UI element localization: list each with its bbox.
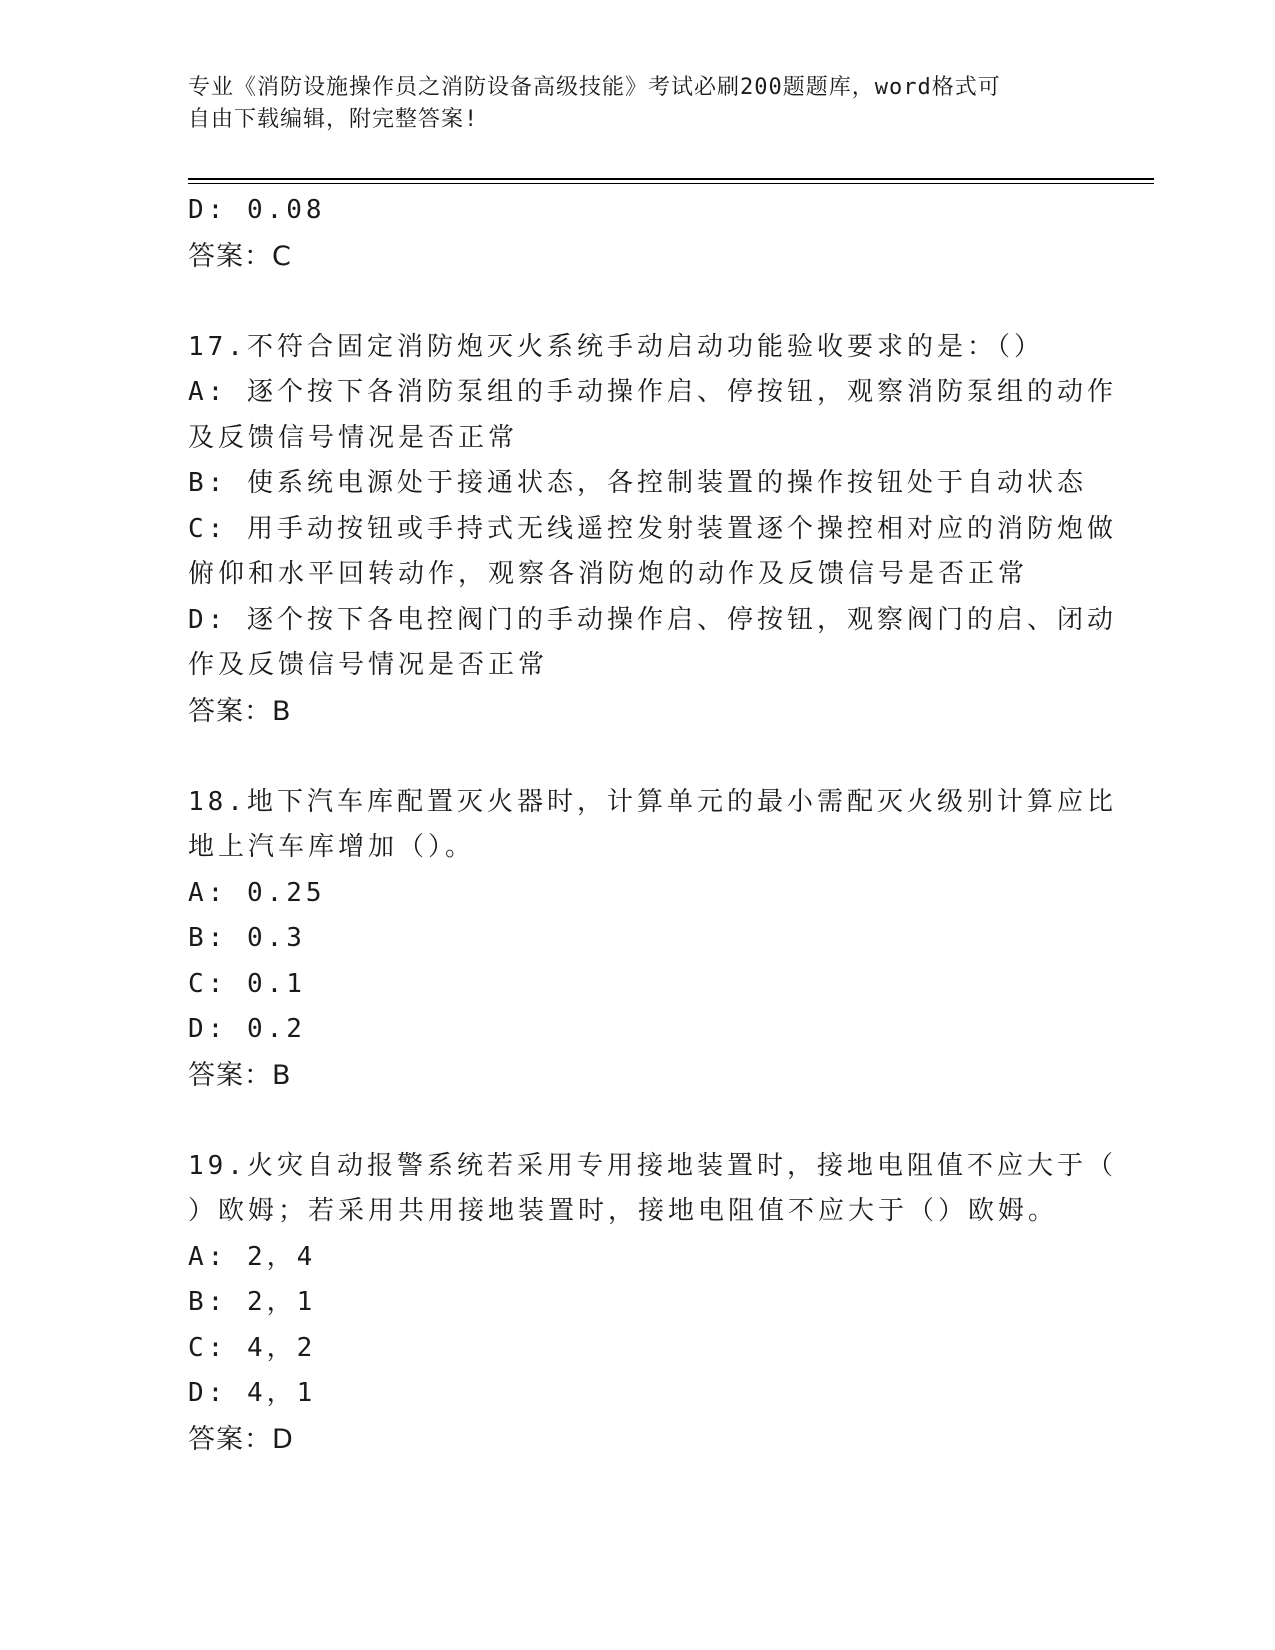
header-divider-thick [188, 178, 1154, 180]
option-c-continued: 俯仰和水平回转动作，观察各消防炮的动作及反馈信号是否正常 [188, 559, 1029, 589]
option-a-continued: 及反馈信号情况是否正常 [188, 422, 519, 453]
option-d: D: 逐个按下各电控阀门的手动操作启、停按钮，观察阀门的启、闭动 [188, 604, 1117, 635]
answer: 答案：B [188, 695, 292, 727]
option-b: B: 使系统电源处于接通状态，各控制装置的操作按钮处于自动状态 [188, 468, 1087, 498]
option-b: B: 2，1 [188, 1287, 317, 1317]
option-c: C: 0.1 [188, 968, 306, 999]
question-18 [188, 780, 1117, 1099]
question-17 [188, 325, 1117, 735]
option-d: D: 0.08 [188, 195, 326, 225]
header-title-line-1: 专业《消防设施操作员之消防设备高级技能》考试必刷200题题库，word格式可 [188, 75, 1001, 100]
previous-question-tail [188, 188, 1088, 279]
option-d: D: 0.2 [188, 1014, 306, 1044]
header-divider-thin [188, 183, 1154, 184]
option-d-continued: 作及反馈信号情况是否正常 [188, 650, 549, 680]
question-stem: 18.地下汽车库配置灭火器时，计算单元的最小需配灭火级别计算应比 [188, 786, 1117, 817]
spacer [188, 279, 1088, 325]
answer: 答案：B [188, 1059, 292, 1091]
answer: 答案：D [188, 1423, 294, 1455]
question-stem: 19.火灾自动报警系统若采用专用接地装置时，接地电阻值不应大于（ [188, 1150, 1117, 1181]
option-a: A: 2，4 [188, 1241, 317, 1272]
option-d: D: 4，1 [188, 1378, 317, 1408]
spacer [188, 1098, 1088, 1144]
question-list [188, 188, 1117, 1462]
option-b: B: 0.3 [188, 923, 306, 953]
question-19 [188, 1144, 1117, 1463]
question-stem-continued: 地上汽车库增加（）。 [188, 832, 476, 862]
spacer [188, 734, 1088, 780]
option-a: A: 0.25 [188, 877, 326, 908]
document-header [188, 72, 1068, 136]
header-title-line-2: 自由下载编辑，附完整答案! [188, 107, 479, 132]
option-c: C: 用手动按钮或手持式无线遥控发射装置逐个操控相对应的消防炮做 [188, 513, 1117, 544]
question-stem-continued: ）欧姆；若采用共用接地装置时，接地电阻值不应大于（）欧姆。 [188, 1196, 1059, 1226]
question-stem: 17.不符合固定消防炮灭火系统手动启动功能验收要求的是：（） [188, 331, 1044, 362]
option-a: A: 逐个按下各消防泵组的手动操作启、停按钮，观察消防泵组的动作 [188, 377, 1117, 407]
answer: 答案：C [188, 240, 292, 272]
option-c: C: 4，2 [188, 1332, 317, 1363]
